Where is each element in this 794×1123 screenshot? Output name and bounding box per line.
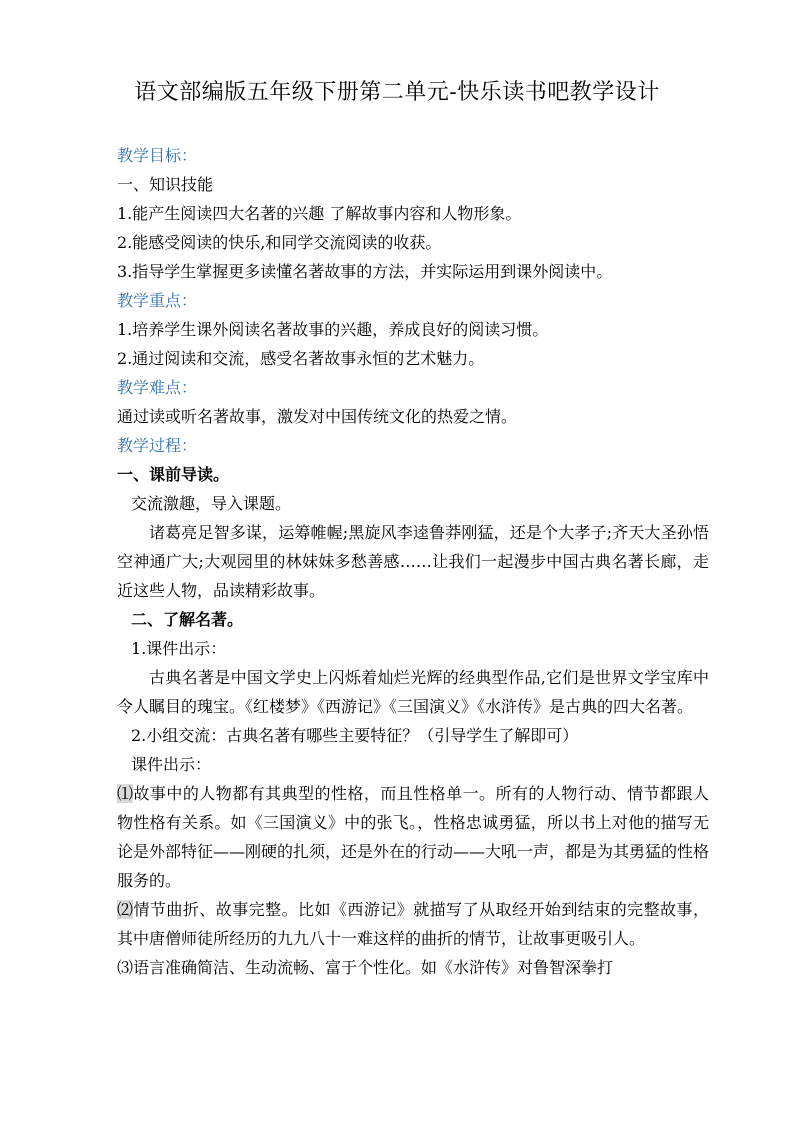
key-point-2: 2.通过阅读和交流，感受名著故事永恒的艺术魅力。 bbox=[117, 349, 485, 368]
step-1-intro: 交流激趣，导入课题。 bbox=[131, 494, 292, 513]
point-2-text: 情节曲折、故事完整。比如《西游记》就描写了从取经开始到结束的完整故事，其中唐僧师徒所经历的九九八十一难这样的曲折的情节，让故事更吸引人。 bbox=[117, 900, 709, 948]
key-points-heading: 教学重点： bbox=[117, 291, 198, 310]
point-1-marker: ⑴ bbox=[117, 784, 134, 803]
step-2-heading: 二、了解名著。 bbox=[131, 610, 244, 629]
point-1-text: 故事中的人物都有其典型的性格，而且性格单一。所有的人物行动、情节都跟人物性格有关系。如《三国演义》中的张飞。，性格忠诚勇猛，所以书上对他的描写无论是外部特征——刚硬的扎须，还是外在的行动——大吼一声，都是为其勇猛的性格服务的。 bbox=[117, 784, 710, 890]
difficulty-heading: 教学难点： bbox=[117, 378, 198, 397]
goals-item-2: 2.能感受阅读的快乐,和同学交流阅读的收获。 bbox=[117, 233, 442, 252]
difficulty-item: 通过读或听名著故事，激发对中国传统文化的热爱之情。 bbox=[117, 407, 518, 426]
step-2-item-2-sub: 课件出示： bbox=[131, 755, 212, 774]
point-2-marker: ⑵ bbox=[117, 900, 134, 919]
document-title: 语文部编版五年级下册第二单元-快乐读书吧教学设计 bbox=[134, 80, 660, 105]
goals-item-3: 3.指导学生掌握更多读懂名著故事的方法，并实际运用到课外阅读中。 bbox=[117, 262, 613, 281]
step-1-heading: 一、课前导读。 bbox=[117, 465, 230, 484]
feature-point-2 bbox=[117, 895, 709, 953]
goals-item-1: 1.能产生阅读四大名著的兴趣 了解故事内容和人物形象。 bbox=[117, 204, 522, 223]
feature-point-1 bbox=[117, 779, 709, 895]
feature-point-3: ⑶语言准确简洁、生动流畅、富于个性化。如《水浒传》对鲁智深拳打 bbox=[117, 958, 614, 977]
step-1-paragraph: 诸葛亮足智多谋，运筹帷幄;黑旋风李逵鲁莽刚猛，还是个大孝子;齐天大圣孙悟空神通广大;大观园里的林妹妹多愁善感……让我们一起漫步中国古典名著长廊，走近这些人物，品读精彩故事。 bbox=[117, 523, 709, 600]
step-2-item-2: 2.小组交流：古典名著有哪些主要特征？（引导学生了解即可） bbox=[131, 726, 579, 745]
key-point-1: 1.培养学生课外阅读名著故事的兴趣，养成良好的阅读习惯。 bbox=[117, 320, 549, 339]
goals-subheading: 一、知识技能 bbox=[117, 175, 214, 194]
document-body bbox=[117, 141, 709, 982]
step-2-paragraph: 古典名著是中国文学史上闪烁着灿烂光辉的经典型作品,它们是世界文学宝库中令人瞩目的瑰宝。《红楼梦》《西游记》《三国演义》《水浒传》是古典的四大名著。 bbox=[117, 668, 709, 716]
process-heading: 教学过程： bbox=[117, 436, 198, 455]
goals-heading: 教学目标： bbox=[117, 146, 198, 165]
step-2-item-1: 1.课件出示： bbox=[131, 639, 227, 658]
